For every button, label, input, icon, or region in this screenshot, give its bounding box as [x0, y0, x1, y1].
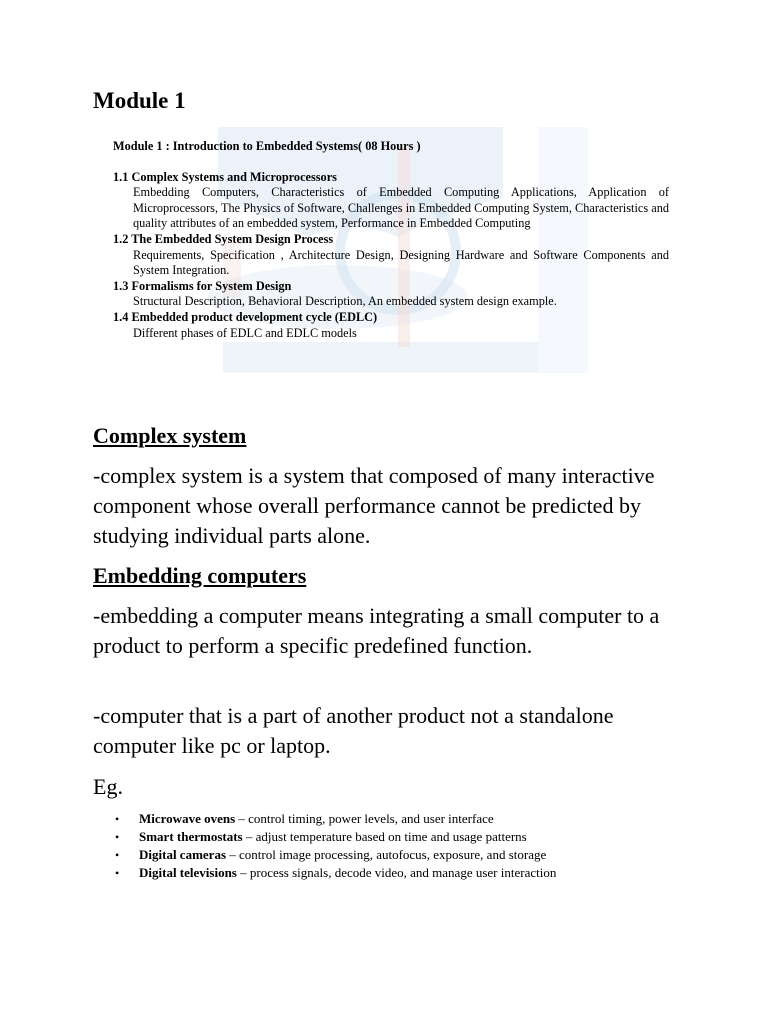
syllabus-section-body: Embedding Computers, Characteristics of Embedded Computing Applications, Application of Microprocessors, The Physics of Software, Challenges in Embedded Computing System, Characteristics and quality attributes of an embedded system, Performance in Embedded Computing	[133, 185, 669, 231]
syllabus-section-title: 1.1 Complex Systems and Microprocessors	[113, 169, 337, 184]
syllabus-section-title: 1.2 The Embedded System Design Process	[113, 231, 334, 246]
page-title: Module 1	[93, 88, 186, 113]
example-description: – control image processing, autofocus, exposure, and storage	[226, 847, 547, 862]
example-description: – control timing, power levels, and user interface	[235, 811, 494, 826]
bullet-icon: •	[115, 812, 120, 826]
examples-label: Eg.	[93, 774, 123, 799]
syllabus-section	[113, 310, 669, 341]
list-item	[93, 828, 556, 846]
list-item	[93, 810, 556, 828]
example-term: Smart thermostats	[139, 829, 243, 844]
bullet-icon: •	[115, 866, 120, 880]
syllabus-section	[113, 232, 669, 279]
list-item	[93, 846, 556, 864]
example-term: Microwave ovens	[139, 811, 236, 826]
embedding-computers-definition: -embedding a computer means integrating a small computer to a product to perform a specific predefined function.	[93, 603, 660, 658]
syllabus-header: Module 1 : Introduction to Embedded Systems( 08 Hours )	[113, 139, 421, 153]
syllabus-section-title: 1.3 Formalisms for System Design	[113, 278, 292, 293]
example-description: – process signals, decode video, and manage user interaction	[236, 865, 557, 880]
syllabus-section-body: Different phases of EDLC and EDLC models	[133, 325, 357, 340]
embedding-computers-heading: Embedding computers	[93, 563, 307, 588]
bullet-icon: •	[115, 830, 120, 844]
syllabus-image	[108, 127, 674, 373]
syllabus-section-title: 1.4 Embedded product development cycle (EDLC)	[113, 309, 378, 324]
complex-system-heading: Complex system	[93, 423, 247, 448]
example-term: Digital televisions	[139, 865, 237, 880]
syllabus-section-body: Structural Description, Behavioral Description, An embedded system design example.	[133, 294, 557, 309]
example-description: – adjust temperature based on time and usage patterns	[242, 829, 527, 844]
complex-system-definition: -complex system is a system that composed of many interactive component whose overall performance cannot be predicted by studying individual parts alone.	[93, 463, 655, 548]
bullet-icon: •	[115, 848, 120, 862]
example-term: Digital cameras	[139, 847, 227, 862]
examples-list	[93, 810, 556, 882]
syllabus-section-body: Requirements, Specification , Architecture Design, Designing Hardware and Software Components and System Integration.	[133, 247, 669, 278]
embedding-computers-note: -computer that is a part of another product not a standalone computer like pc or laptop.	[93, 703, 614, 758]
list-item	[93, 864, 556, 882]
syllabus-section	[113, 170, 669, 232]
syllabus-section	[113, 279, 669, 310]
